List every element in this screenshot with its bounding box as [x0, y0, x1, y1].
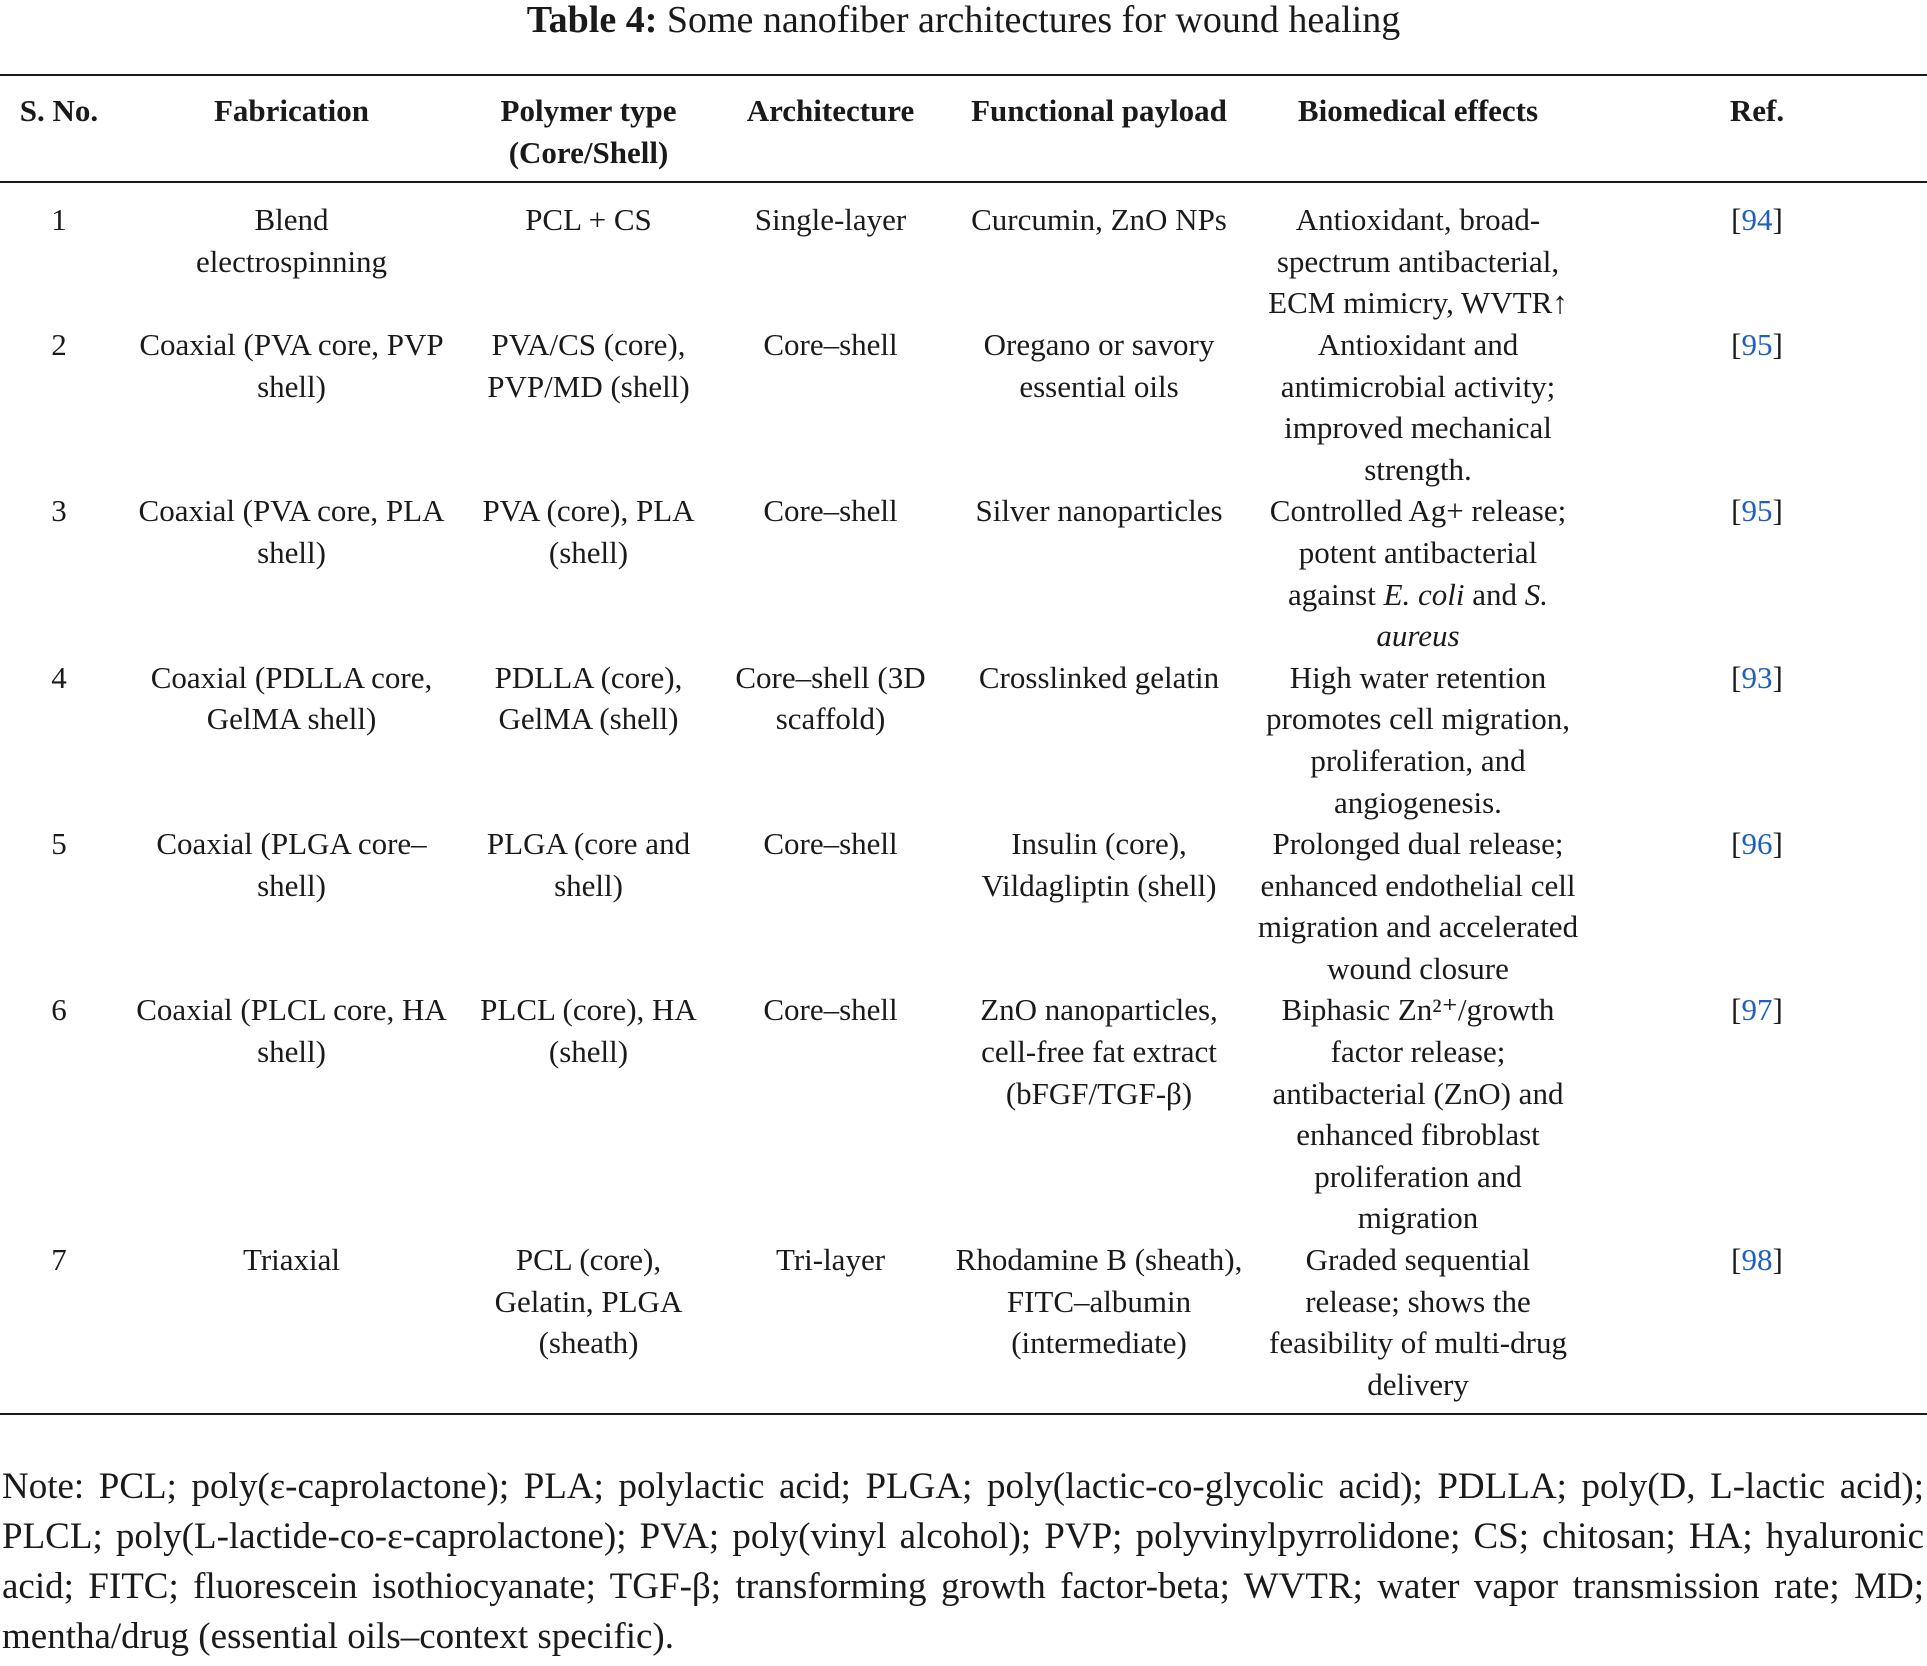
header-ref: Ref. [1729, 93, 1785, 128]
cell-sno: 1 [51, 202, 67, 238]
table-row [0, 823, 1927, 989]
cell-fabrication: Coaxial (PVA core, PVP shell) [139, 326, 444, 404]
cell-sno: 7 [51, 1242, 67, 1278]
ref-link[interactable]: 98 [1741, 1242, 1773, 1278]
cell-payload: Curcumin, ZnO NPs [971, 202, 1227, 238]
cell-polymer: PLGA (core and shell) [486, 826, 691, 903]
cell-architecture: Core–shell [763, 326, 898, 362]
table-row [0, 657, 1927, 823]
cell-sno: 4 [51, 659, 67, 695]
header-polymer-type: Polymer type (Core/Shell) [500, 93, 677, 170]
table-row [0, 324, 1927, 490]
header-functional-payload: Functional payload [971, 93, 1227, 128]
cell-ref: [95] [1731, 326, 1783, 362]
cell-fabrication: Coaxial (PLGA core–shell) [156, 826, 427, 903]
ref-link[interactable]: 97 [1741, 992, 1773, 1028]
cell-fabrication: Blend electrospinning [195, 202, 388, 279]
cell-effects: Antioxidant, broad-spectrum antibacterial, ECM mimicry, WVTR↑ [1268, 202, 1568, 321]
cell-ref: [93] [1731, 659, 1783, 695]
cell-effects: Antioxidant and antimicrobial activity; improved mechanical strength. [1280, 326, 1556, 487]
cell-sno: 5 [51, 826, 67, 862]
cell-payload: Rhodamine B (sheath), FITC–albumin (intermediate) [955, 1242, 1243, 1361]
cell-architecture: Core–shell [763, 493, 898, 529]
header-row [0, 75, 1927, 182]
header-architecture: Architecture [746, 93, 915, 128]
cell-polymer: PDLLA (core), GelMA (shell) [494, 659, 683, 737]
cell-effects: Graded sequential release; shows the feasibility of multi-drug delivery [1269, 1242, 1567, 1402]
table-row [0, 989, 1927, 1239]
cell-sno: 6 [51, 992, 67, 1028]
header-biomedical-effects: Biomedical effects [1297, 93, 1539, 128]
table-row [0, 1239, 1927, 1414]
cell-ref: [98] [1731, 1242, 1783, 1278]
ref-link[interactable]: 93 [1741, 659, 1773, 695]
cell-polymer: PCL (core), Gelatin, PLGA (sheath) [494, 1242, 683, 1361]
cell-polymer: PLCL (core), HA (shell) [480, 992, 697, 1070]
cell-sno: 3 [51, 493, 67, 529]
table-note: Note: PCL; poly(ε-caprolactone); PLA; polylactic acid; PLGA; poly(lactic-co-glycolic acid); PDLLA; poly(D, L-lactic acid); PLCL; poly(L-lactide-co-ε-caprolactone); PVA; poly(vinyl alcohol); PVP; polyvinylpyrrolidone; CS; chitosan; HA; hyaluronic acid; FITC; fluorescein isothiocyanate; TGF-β; transforming growth factor-beta; WVTR; water vapor transmission rate; MD; mentha/drug (essential oils–context specific). [2, 1466, 1924, 1657]
cell-architecture: Core–shell (3D scaffold) [735, 659, 926, 737]
cell-fabrication: Coaxial (PVA core, PLA shell) [138, 493, 445, 570]
cell-payload: Insulin (core), Vildagliptin (shell) [981, 826, 1217, 903]
cell-effects: Prolonged dual release; enhanced endothelial cell migration and accelerated wound closure [1257, 826, 1579, 986]
cell-architecture: Core–shell [763, 992, 898, 1028]
header-fabrication: Fabrication [214, 93, 369, 128]
ref-link[interactable]: 96 [1741, 826, 1773, 862]
caption-text: Some nanofiber architectures for wound healing [666, 0, 1401, 41]
cell-architecture: Tri-layer [775, 1242, 886, 1278]
cell-payload: Crosslinked gelatin [978, 659, 1220, 695]
cell-polymer: PVA (core), PLA (shell) [482, 493, 695, 570]
cell-fabrication: Triaxial [242, 1242, 341, 1278]
table-row [0, 182, 1927, 324]
cell-ref: [94] [1731, 202, 1783, 238]
table-caption [0, 0, 1927, 48]
cell-sno: 2 [51, 326, 67, 362]
cell-payload: ZnO nanoparticles, cell-free fat extract (bFGF/TGF-β) [980, 992, 1218, 1111]
cell-payload: Oregano or savory essential oils [983, 326, 1215, 404]
cell-architecture: Core–shell [763, 826, 898, 862]
cell-architecture: Single-layer [754, 202, 907, 238]
cell-fabrication: Coaxial (PLCL core, HA shell) [136, 992, 447, 1070]
cell-polymer: PVA/CS (core), PVP/MD (shell) [487, 326, 690, 404]
table-row [0, 490, 1927, 656]
cell-effects: High water retention promotes cell migration, proliferation, and angiogenesis. [1266, 659, 1570, 820]
cell-ref: [95] [1731, 493, 1783, 529]
cell-effects: Biphasic Zn²⁺/growth factor release; antibacterial (ZnO) and enhanced fibroblast proliferation and migration [1272, 992, 1564, 1236]
cell-payload: Silver nanoparticles [975, 493, 1223, 529]
ref-link[interactable]: 95 [1741, 493, 1773, 529]
nanofiber-table [0, 74, 1927, 1415]
cell-effects: Controlled Ag+ release; potent antibacterial against E. coli and S. aureus [1269, 493, 1567, 654]
cell-ref: [96] [1731, 826, 1783, 862]
ref-link[interactable]: 95 [1741, 326, 1773, 362]
cell-ref: [97] [1731, 992, 1783, 1028]
cell-fabrication: Coaxial (PDLLA core, GelMA shell) [150, 659, 433, 737]
cell-polymer: PCL + CS [525, 202, 652, 238]
ref-link[interactable]: 94 [1741, 202, 1773, 238]
header-sno: S. No. [19, 93, 99, 128]
caption-label: Table 4: [526, 0, 658, 41]
